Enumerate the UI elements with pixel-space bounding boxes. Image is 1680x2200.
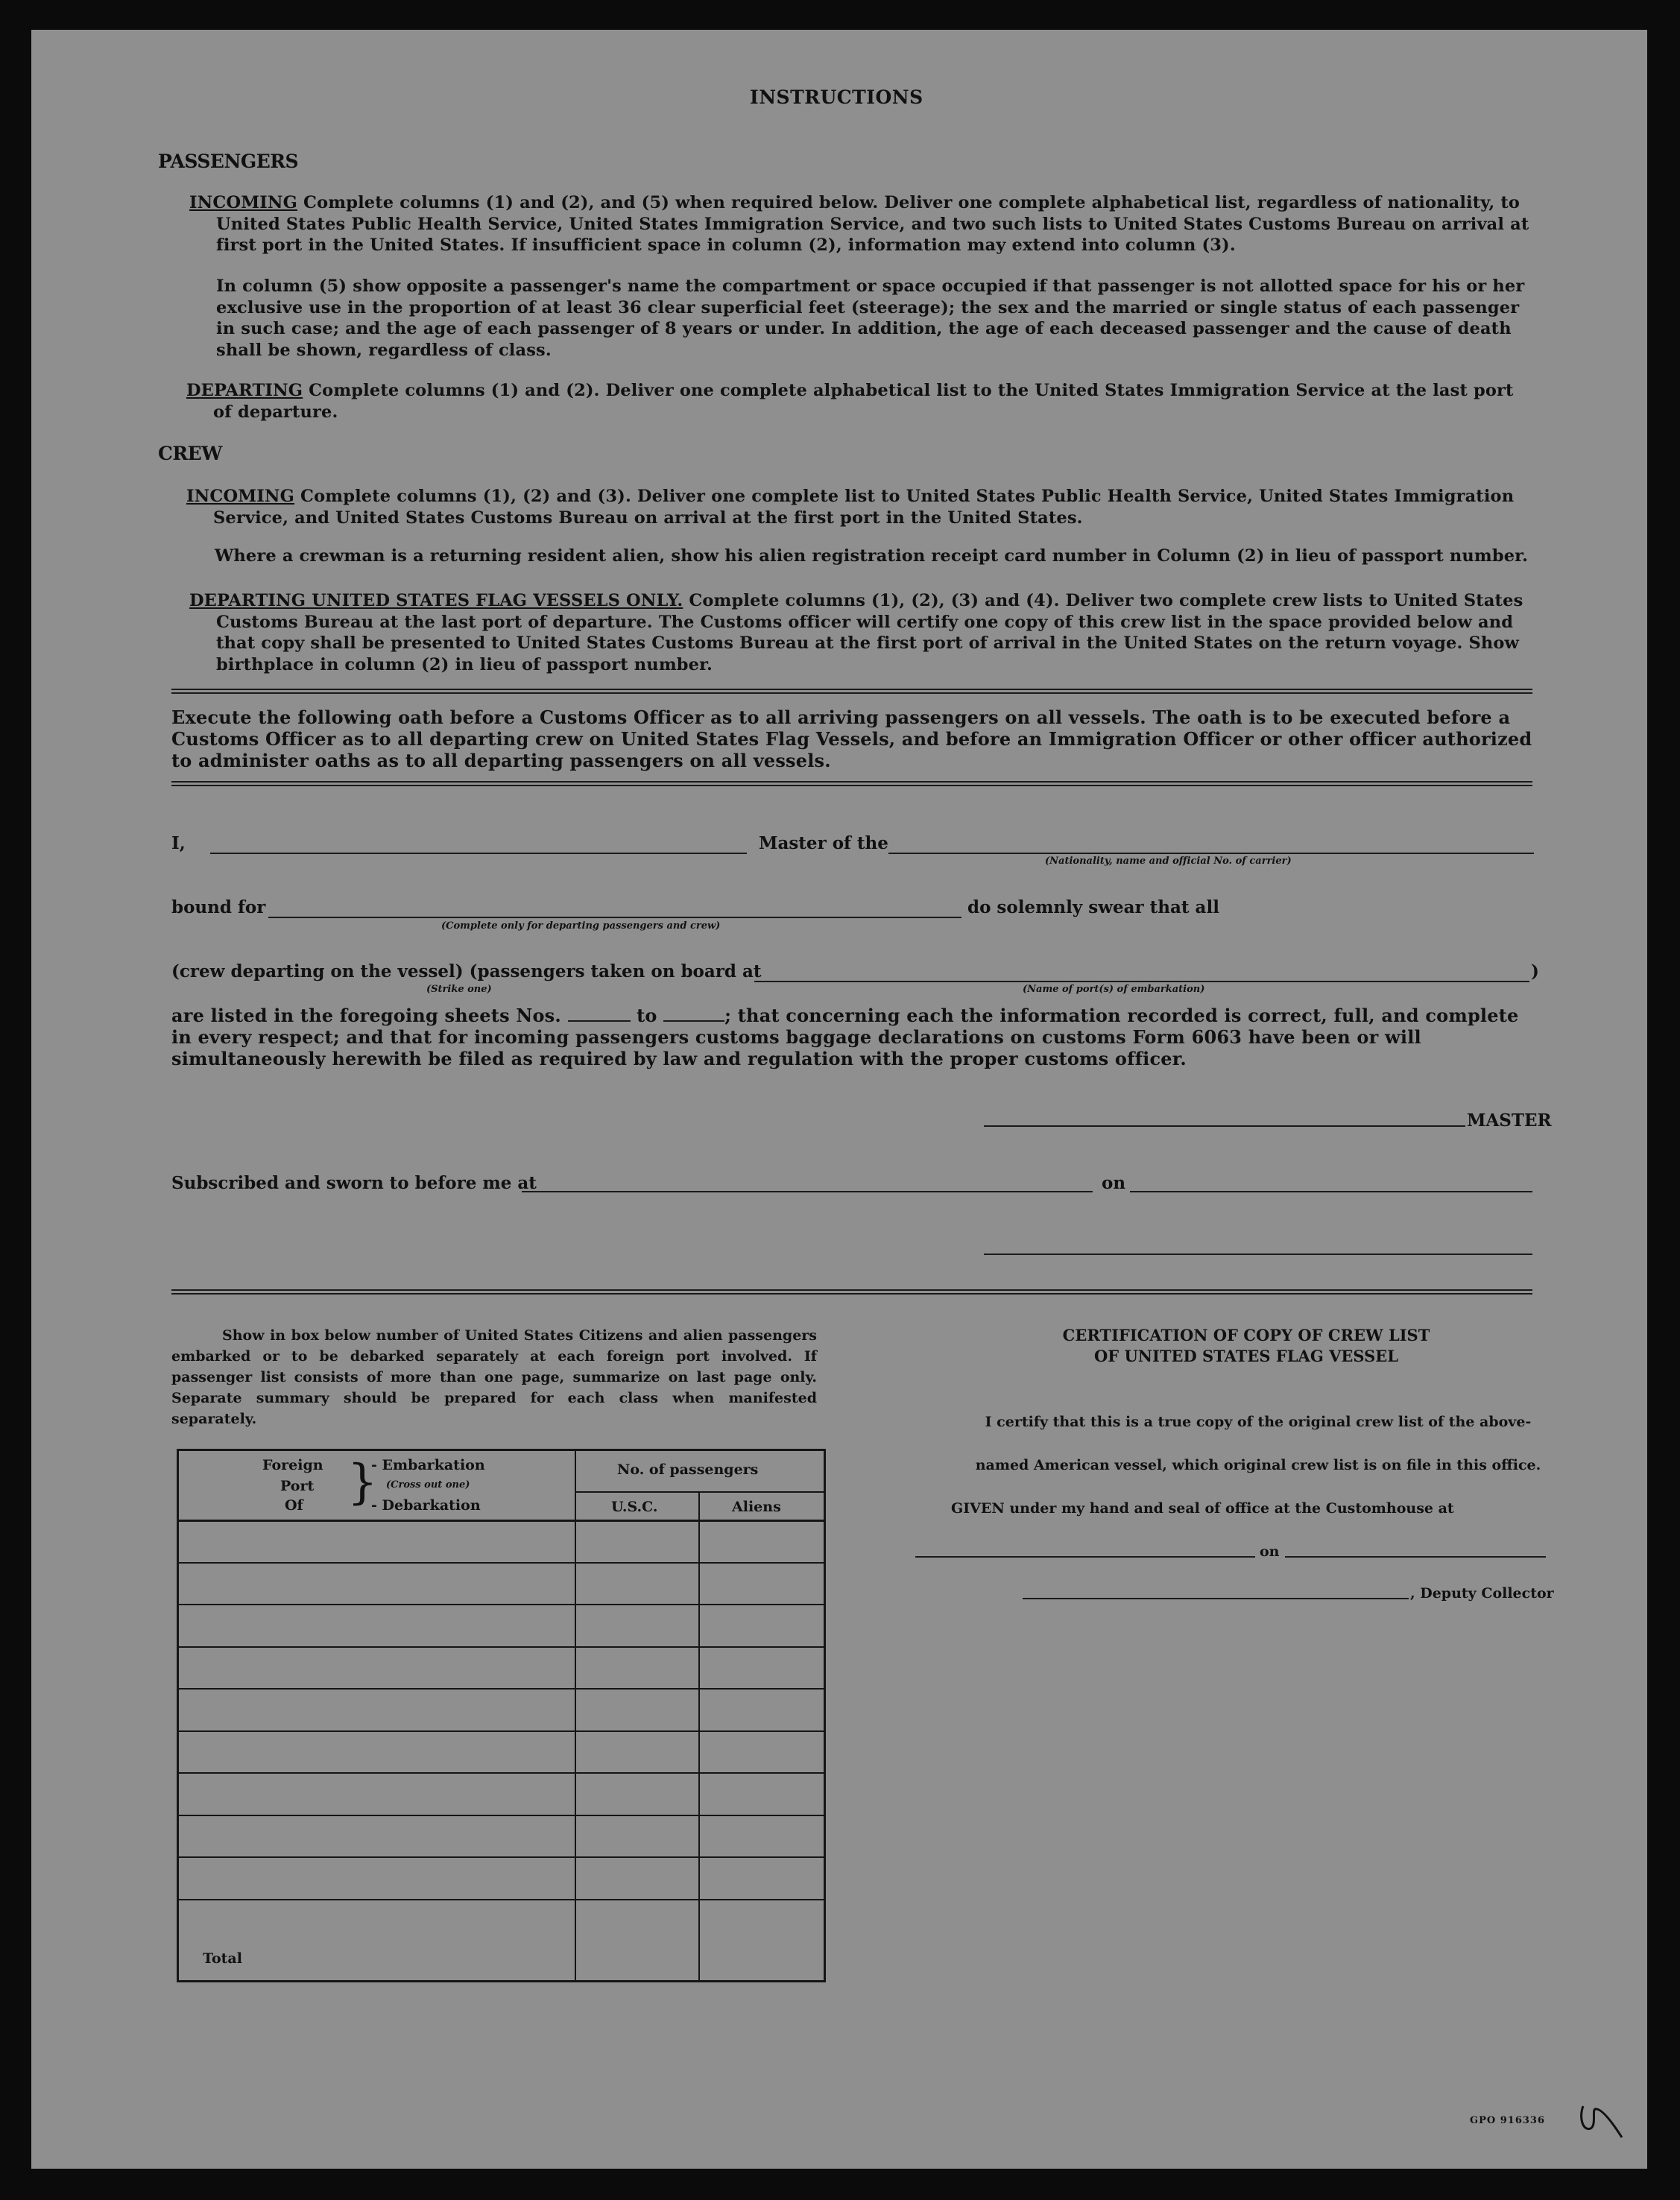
- summary-instruction: Show in box below number of United States Citizens and alien passengers embarked or to be debarked separately at each foreign port involved. If passenger list consists of more than one page, summarize on last page only. Separate summary should be prepared for each class when manifested separately.: [171, 1327, 817, 1427]
- table-row: [179, 1815, 824, 1816]
- bound-for-label: bound for: [171, 897, 266, 917]
- form-sheet: [31, 30, 1647, 2169]
- sworn-place-field[interactable]: [522, 1191, 1093, 1192]
- section-divider-2: [171, 781, 1532, 786]
- passengers-incoming-text: Complete columns (1) and (2), and (5) when required below. Deliver one complete alphabetical list, regardless of nationality, to United States Public Health Service, United States Immigration Service, and two such lists to United States Customs Bureau on arrival at first port in the United States. If insufficient space in column (2), information may extend into column (3).: [216, 193, 1529, 255]
- passengers-incoming-paragraph: [189, 192, 1531, 256]
- header-no-passengers: No. of passengers: [617, 1461, 759, 1478]
- table-row: [179, 1646, 824, 1648]
- handwritten-mark-icon: [1576, 2099, 1626, 2143]
- col-divider-2: [698, 1491, 700, 1980]
- oath-instruction: Execute the following oath before a Customs Officer as to all arriving passengers on all vessels. The oath is to be executed before a Customs Officer as to all departing crew on United States Flag Vessels, and before an Immigration Officer or other officer authorized to administer oaths as to all departing passengers on all vessels.: [171, 707, 1532, 771]
- passengers-departing-paragraph: [186, 380, 1531, 423]
- customhouse-field[interactable]: [915, 1556, 1255, 1558]
- certification-title-1: CERTIFICATION OF COPY OF CREW LIST: [1062, 1326, 1430, 1344]
- crew-incoming-text: Complete columns (1), (2) and (3). Deliver one complete list to United States Public Health Service, United States Immigration Service, and United States Customs Bureau on arrival at the first port in the United States.: [213, 487, 1515, 528]
- crew-departing-lead: DEPARTING UNITED STATES FLAG VESSELS ONLY.: [189, 591, 683, 610]
- close-paren: ): [1531, 961, 1539, 982]
- header-of: Of: [285, 1497, 303, 1514]
- deputy-signature-field[interactable]: [1023, 1598, 1409, 1599]
- passenger-summary-table: [177, 1449, 826, 1982]
- gpo-code: GPO 916336: [1470, 2115, 1545, 2126]
- certification-line-2: named American vessel, which original crew list is on file in this office.: [975, 1457, 1541, 1473]
- brace-glyph: }: [347, 1455, 378, 1510]
- crew-passengers-label: (crew departing on the vessel) (passengers taken on board at: [171, 961, 762, 982]
- page-title: INSTRUCTIONS: [750, 86, 923, 108]
- subscribed-label: Subscribed and sworn to before me at: [171, 1173, 537, 1193]
- certification-line-3: GIVEN under my hand and seal of office at the Customhouse at: [951, 1500, 1454, 1517]
- header-bottom-line: [179, 1520, 824, 1522]
- certification-on-label: on: [1260, 1543, 1280, 1560]
- carrier-field[interactable]: [888, 853, 1534, 854]
- passengers-incoming-lead: INCOMING: [189, 193, 298, 212]
- section-divider-1: [171, 689, 1532, 694]
- embarkation-port-field[interactable]: [754, 981, 1529, 982]
- master-label: MASTER: [1467, 1110, 1552, 1131]
- carrier-caption: (Nationality, name and official No. of carrier): [1045, 856, 1292, 867]
- crew-incoming-note: Where a crewman is a returning resident alien, show his alien registration receipt card number in Column (2) in lieu of passport number.: [215, 546, 1529, 566]
- crew-incoming-lead: INCOMING: [186, 487, 295, 506]
- row-total-label: Total: [203, 1950, 242, 1967]
- header-cross-out: (Cross out one): [386, 1479, 470, 1491]
- table-row: [179, 1899, 824, 1900]
- listed-to: to: [637, 1005, 657, 1026]
- crew-departing-paragraph: [189, 590, 1531, 675]
- sworn-date-field[interactable]: [1130, 1191, 1532, 1192]
- header-embarkation: - Embarkation: [371, 1457, 485, 1473]
- strike-one-caption: (Strike one): [426, 984, 492, 995]
- crew-departing-text: Complete columns (1), (2), (3) and (4). Deliver two complete crew lists to United States Customs Bureau at the last port of departure. The Customs officer will certify one copy of this crew list in the space provided below and that copy shall be presented to United States Customs Bureau at the first port of arrival in the United States on the return voyage. Show birthplace in column (2) in lieu of passport number.: [216, 591, 1523, 674]
- col-divider-1: [575, 1451, 576, 1980]
- certification-date-field[interactable]: [1285, 1556, 1546, 1558]
- passengers-heading: PASSENGERS: [158, 151, 299, 172]
- table-row: [179, 1856, 824, 1858]
- certification-title: [941, 1325, 1552, 1367]
- header-usc: U.S.C.: [611, 1499, 658, 1515]
- header-split-line: [575, 1491, 824, 1493]
- sworn-on-label: on: [1102, 1173, 1126, 1193]
- passengers-incoming-note: In column (5) show opposite a passenger's name the compartment or space occupied if that passenger is not allotted space for his or her exclusive use in the proportion of at least 36 clear superficial feet (steerage); the sex and the married or single status of each passenger in such case; and the age of each passenger of 8 years or under. In addition, the age of each deceased passenger and the cause of death shall be shown, regardless of class.: [216, 276, 1525, 360]
- officer-signature-field[interactable]: [984, 1254, 1532, 1255]
- embarkation-caption: (Name of port(s) of embarkation): [1023, 984, 1205, 995]
- header-aliens: Aliens: [732, 1499, 781, 1515]
- master-name-field[interactable]: [210, 853, 747, 854]
- table-row: [179, 1730, 824, 1732]
- listed-text-a: are listed in the foregoing sheets Nos.: [171, 1005, 561, 1026]
- crew-incoming-paragraph: [186, 486, 1531, 528]
- bound-for-caption: (Complete only for departing passengers and crew): [441, 920, 721, 932]
- table-row: [179, 1688, 824, 1689]
- crew-heading: CREW: [158, 443, 222, 464]
- master-of-the-label: Master of the: [759, 833, 888, 853]
- passengers-departing-text: Complete columns (1) and (2). Deliver one complete alphabetical list to the United States Immigration Service at the last port of departure.: [213, 381, 1514, 422]
- table-row: [179, 1604, 824, 1605]
- deputy-collector-label: , Deputy Collector: [1410, 1585, 1554, 1602]
- sheet-to-field[interactable]: [663, 1008, 724, 1022]
- table-row: [179, 1562, 824, 1564]
- swear-label: do solemnly swear that all: [967, 897, 1219, 917]
- header-foreign: Foreign: [262, 1457, 323, 1473]
- bound-for-field[interactable]: [268, 917, 961, 918]
- certification-line-1: I certify that this is a true copy of the original crew list of the above-: [985, 1414, 1532, 1430]
- section-divider-3: [171, 1289, 1532, 1295]
- header-port: Port: [280, 1478, 315, 1494]
- listed-text-b: ; that concerning each the information recorded is correct, full, and complete in every respect; and that for incoming passengers customs baggage declarations on customs Form 6063 have been or will simultaneously herewith be filed as required by law and regulation with the proper customs officer.: [171, 1005, 1519, 1069]
- oath-paragraph: [171, 1005, 1535, 1069]
- header-debarkation: - Debarkation: [371, 1497, 481, 1514]
- passengers-departing-lead: DEPARTING: [186, 381, 303, 400]
- sheet-from-field[interactable]: [568, 1008, 631, 1022]
- table-row: [179, 1772, 824, 1774]
- certification-title-2: OF UNITED STATES FLAG VESSEL: [1093, 1347, 1399, 1365]
- master-signature-field[interactable]: [984, 1125, 1465, 1127]
- oath-i-label: I,: [171, 833, 186, 853]
